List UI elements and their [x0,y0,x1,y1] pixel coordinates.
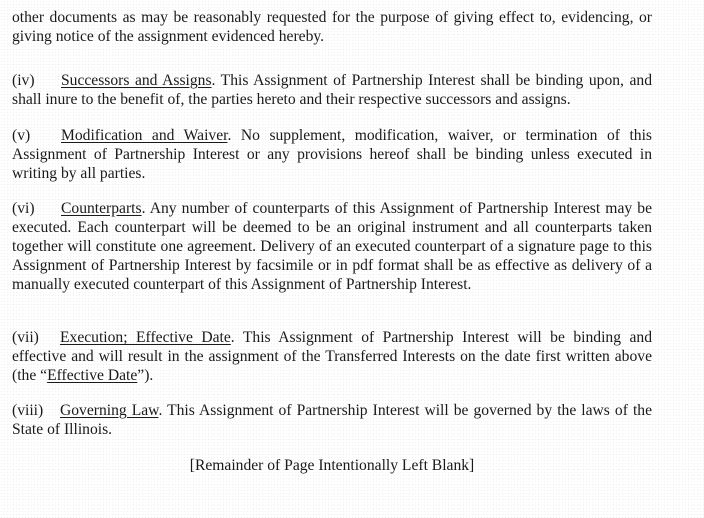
section-modification-and-waiver [12,126,652,183]
section-successors-and-assigns [12,71,652,109]
defined-term: Effective Date [47,367,138,384]
section-heading: Execution; Effective Date [60,329,231,346]
section-heading: Modification and Waiver [61,127,228,144]
section-heading: Governing Law [60,402,159,419]
section-counterparts [12,199,652,294]
section-number: (iv) [12,72,35,89]
section-heading: Successors and Assigns [61,72,212,89]
section-heading: Counterparts [61,200,142,217]
section-body: This Assignment of Partnership Interest shall be binding upon, and shall inure to the benefit of, the parties hereto and their respective successors and assigns. [12,72,652,108]
section-body: This Assignment of Partnership Interest will be governed by the laws of the State of Illinois. [12,402,652,438]
section-body-after: ”). [137,367,154,384]
heading-period: . [141,200,146,217]
section-number: (vi) [12,200,35,217]
section-body-before: This Assignment of Partnership Interest will be binding and effective and will result in the assignment of the Transferred Interests on the date first written above (the “ [12,329,652,384]
section-number: (v) [12,127,31,144]
remainder-blank-notice: [Remainder of Page Intentionally Left Blank] [189,457,475,474]
section-governing-law [12,401,652,439]
section-number: (vii) [12,329,39,346]
heading-period: . [211,72,216,89]
heading-period: . [227,127,232,144]
heading-period: . [158,402,163,419]
section-number: (viii) [12,402,44,419]
heading-period: . [230,329,235,346]
section-body: No supplement, modification, waiver, or termination of this Assignment of Partnership Interest or any provisions hereof shall be binding unless executed in writing by all parties. [12,127,652,182]
continuation-text: other documents as may be reasonably requested for the purpose of giving effect to, evidencing, or giving notice of the assignment evidenced hereby. [12,9,652,45]
section-body: Any number of counterparts of this Assignment of Partnership Interest may be executed. Each counterpart will be deemed to be an original instrument and all counterparts taken together will constitute one agreement. Delivery of an executed counterpart of a signature page to this Assignment of Partnership Interest by facsimile or in pdf format shall be as effective as delivery of a manually executed counterpart of this Assignment of Partnership Interest. [12,200,652,293]
continuation-paragraph [12,8,652,46]
section-execution-effective-date [12,328,652,385]
